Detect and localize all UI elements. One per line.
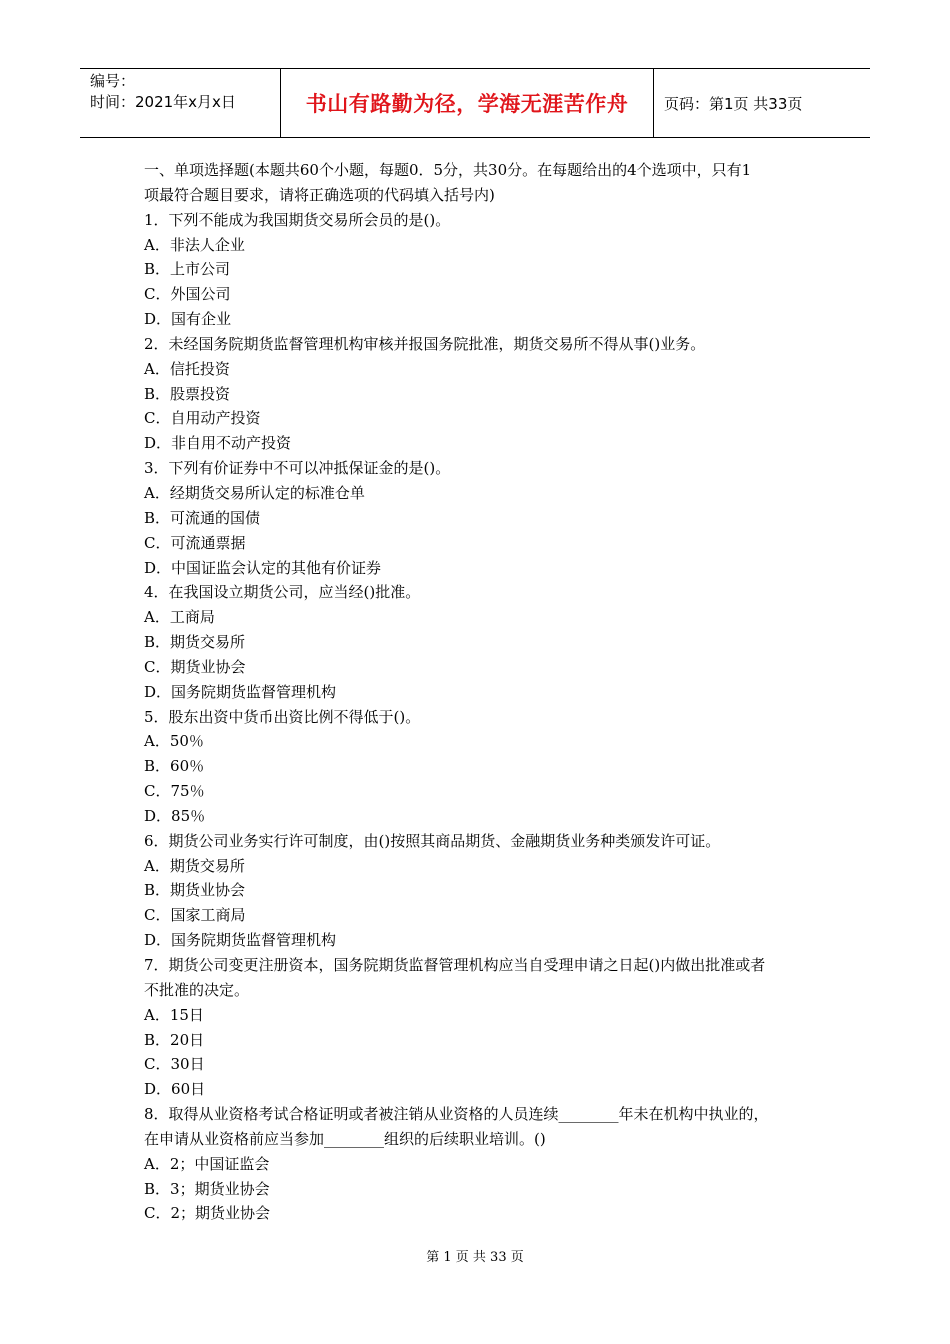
answer-option: D．国务院期货监督管理机构 xyxy=(144,682,337,701)
question-item xyxy=(144,456,814,580)
answer-option: A．信托投资 xyxy=(144,359,230,378)
document-number: 编号： xyxy=(90,72,136,90)
header-motto: 书山有路勤为径，学海无涯苦作舟 xyxy=(281,69,654,137)
question-item xyxy=(144,332,814,456)
answer-option: B．上市公司 xyxy=(144,260,231,279)
question-stem: 2．未经国务院期货监督管理机构审核并报国务院批准，期货交易所不得从事()业务。 xyxy=(144,334,706,353)
question-item xyxy=(144,829,814,953)
question-item xyxy=(144,208,814,332)
document-body xyxy=(144,158,814,1226)
answer-option: B．3；期货业协会 xyxy=(144,1179,270,1198)
answer-option: B．期货交易所 xyxy=(144,633,246,652)
answer-option: D．85％ xyxy=(144,806,206,825)
page-footer: 第 1 页 共 33 页 xyxy=(426,1250,524,1265)
question-item xyxy=(144,580,814,704)
question-stem: 3．下列有价证券中不可以冲抵保证金的是()。 xyxy=(144,459,451,478)
answer-option: C．国家工商局 xyxy=(144,906,246,925)
question-item xyxy=(144,953,814,1102)
question-stem: 8．取得从业资格考试合格证明或者被注销从业资格的人员连续________年未在机构中执业的， xyxy=(144,1105,769,1124)
header-meta xyxy=(80,69,281,137)
section-intro-line-1: 一、单项选择题(本题共60个小题，每题0．5分，共30分。在每题给出的4个选项中，只有1 xyxy=(144,161,752,179)
answer-option: B．60％ xyxy=(144,757,205,776)
question-stem: 5．股东出资中货币出资比例不得低于()。 xyxy=(144,707,421,726)
answer-option: A．15日 xyxy=(144,1005,204,1024)
section-intro-line-2: 项最符合题目要求，请将正确选项的代码填入括号内) xyxy=(144,185,495,204)
answer-option: A．50％ xyxy=(144,732,204,751)
question-stem: 7．期货公司变更注册资本，国务院期货监督管理机构应当自受理申请之日起()内做出批准或者 xyxy=(144,956,766,974)
question-stem: 4．在我国设立期货公司，应当经()批准。 xyxy=(144,583,421,602)
answer-option: D．60日 xyxy=(144,1080,206,1099)
answer-option: D．非自用不动产投资 xyxy=(144,434,292,453)
page-header xyxy=(80,68,870,138)
answer-option: C．75％ xyxy=(144,782,205,801)
answer-option: A．2；中国证监会 xyxy=(144,1154,270,1173)
answer-option: B．股票投资 xyxy=(144,384,231,403)
answer-option: C．外国公司 xyxy=(144,285,231,304)
question-stem: 6．期货公司业务实行许可制度，由()按照其商品期货、金融期货业务种类颁发许可证。 xyxy=(144,831,721,850)
question-item xyxy=(144,1102,814,1226)
answer-option: A．非法人企业 xyxy=(144,235,245,254)
answer-option: B．20日 xyxy=(144,1030,205,1049)
answer-option: A．工商局 xyxy=(144,608,215,627)
answer-option: C．可流通票据 xyxy=(144,533,246,552)
question-stem: 1．下列不能成为我国期货交易所会员的是()。 xyxy=(144,210,451,229)
header-page-info: 页码：第1页 共33页 xyxy=(664,94,803,113)
answer-option: B．期货业协会 xyxy=(144,881,246,900)
question-stem: 不批准的决定。 xyxy=(144,980,250,999)
answer-option: A．经期货交易所认定的标准仓单 xyxy=(144,483,365,502)
question-stem: 在申请从业资格前应当参加________组织的后续职业培训。() xyxy=(144,1129,546,1148)
question-item xyxy=(144,705,814,829)
answer-option: C．期货业协会 xyxy=(144,657,246,676)
question-list xyxy=(144,208,814,1227)
answer-option: C．30日 xyxy=(144,1055,205,1074)
answer-option: D．国有企业 xyxy=(144,310,232,329)
answer-option: D．中国证监会认定的其他有价证券 xyxy=(144,558,382,577)
answer-option: D．国务院期货监督管理机构 xyxy=(144,931,337,950)
answer-option: A．期货交易所 xyxy=(144,856,245,875)
answer-option: C．自用动产投资 xyxy=(144,409,261,428)
answer-option: B．可流通的国债 xyxy=(144,508,261,527)
document-date: 时间：2021年x月x日 xyxy=(90,93,236,111)
answer-option: C．2；期货业协会 xyxy=(144,1204,271,1223)
